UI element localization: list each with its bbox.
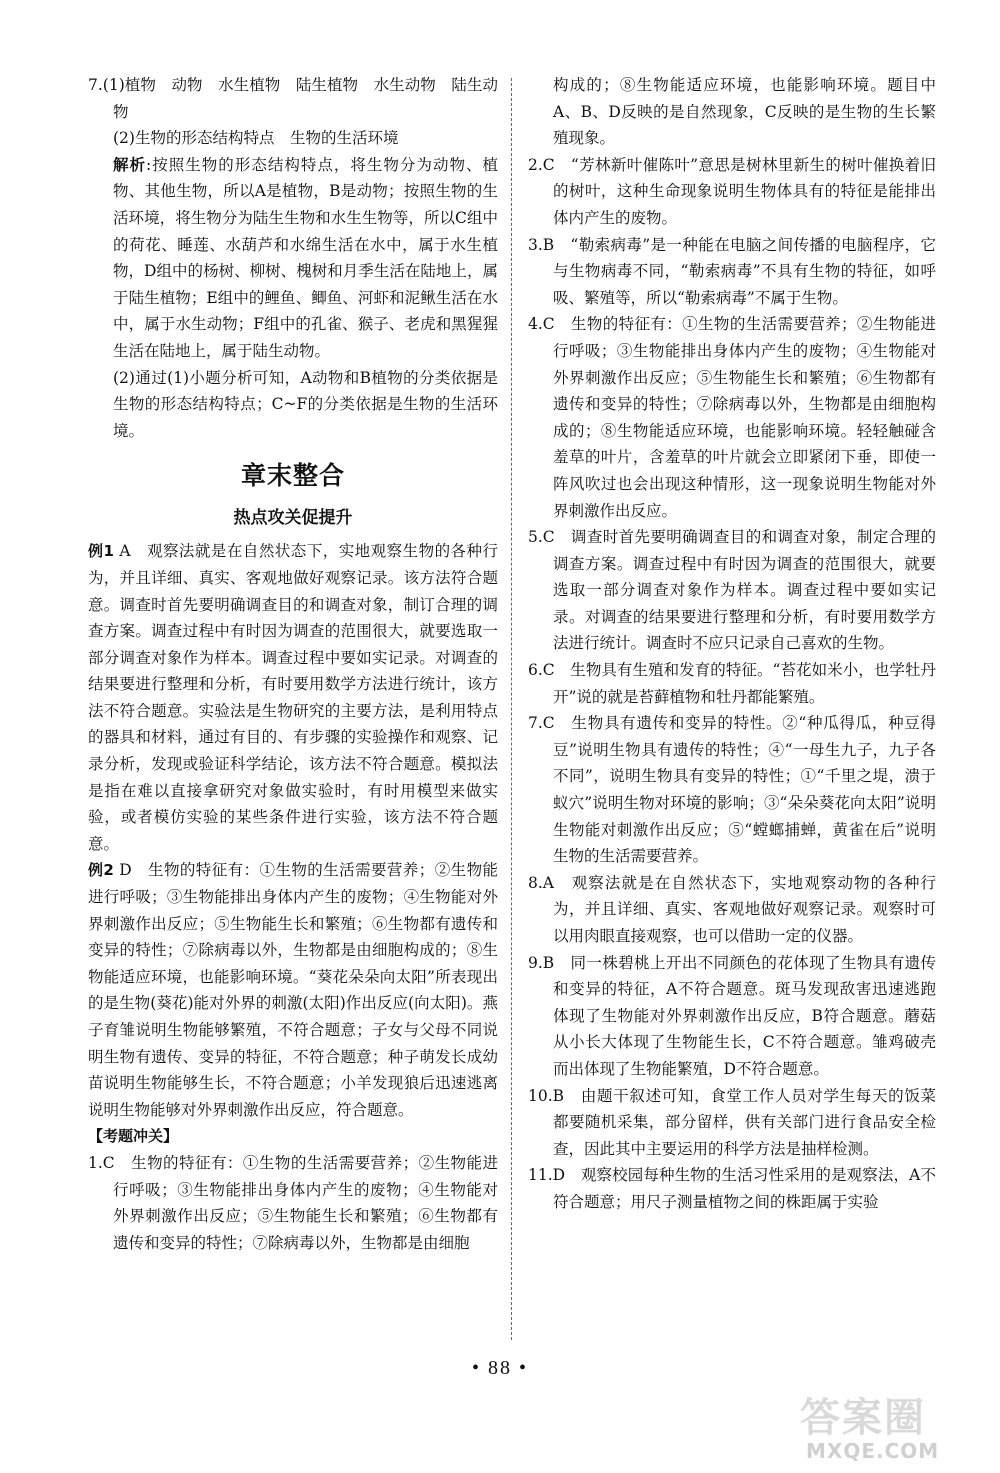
answer-6: 6.C 生物具有生殖和发育的特征。“苔花如米小，也学牡丹开”说的就是苔藓植物和牡丹都能繁殖。 bbox=[528, 661, 936, 706]
right-column bbox=[528, 72, 936, 1216]
watermark-sub: MXQE.COM bbox=[806, 1439, 940, 1463]
answer-9: 9.B 同一株碧桃上开出不同颜色的花体现了生物具有遗传和变异的特征，A不符合题意。斑马发现敌害迅速逃跑体现了生物能对外界刺激作出反应，B符合题意。蘑菇从小长大体现了生物能生长，C不符合题意。雏鸡破壳而出体现了生物能繁殖，D不符合题意。 bbox=[528, 953, 936, 1078]
column-divider bbox=[511, 78, 512, 1340]
watermark-logo bbox=[800, 1396, 990, 1466]
answer-5: 5.C 调查时首先要明确调查目的和调查对象，制定合理的调查方案。调查过程中有时因为调查的范围很大，就要选取一部分调查对象作为样本。调查过程中要如实记录。对调查的结果要进行整理和分析，有时要用数学方法进行统计。调查时不应只记录自己喜欢的生物。 bbox=[528, 528, 936, 653]
watermark-main: 答案圈 bbox=[800, 1395, 926, 1441]
answer-10: 10.B 由题干叙述可知，食堂工作人员对学生每天的饭菜都要随机采集，部分留样，供有关部门进行食品安全检查，因此其中主要运用的科学方法是抽样检测。 bbox=[528, 1086, 936, 1158]
answer-1-continued: 构成的；⑧生物能适应环境，也能影响环境。题目中A、B、D反映的是自然现象，C反映的是生物的生长繁殖现象。 bbox=[553, 76, 936, 148]
q7-answer-line1: 7.(1)植物 动物 水生植物 陆生植物 水生动物 陆生动物 bbox=[88, 76, 498, 121]
q7-analysis bbox=[88, 152, 498, 365]
example-1-label: 例1 bbox=[88, 542, 114, 561]
example-2-text: D 生物的特征有：①生物的生活需要营养；②生物能进行呼吸；③生物能排出身体内产生的废物；④生物能对外界刺激作出反应；⑤生物能生长和繁殖；⑥生物都有遗传和变异的特性；⑦除病毒以外，生物都是由细胞构成的；⑧生物能适应环境，也能影响环境。“葵花朵朵向太阳”所表现出的是生物(葵花)能对外界的刺激(太阳)作出反应(向太阳)。燕子育雏说明生物能够繁殖，不符合题意；子女与父母不同说明生物有遗传、变异的特征，不符合题意；种子萌发长成幼苗说明生物能够生长，不符合题意；小羊发现狼后迅速逃离说明生物能够对外界刺激作出反应，符合题意。 bbox=[88, 861, 499, 1119]
answer-11: 11.D 观察校园每种生物的生活习性采用的是观察法，A不符合题意；用尺子测量植物之间的株距属于实验 bbox=[528, 1166, 936, 1211]
analysis-text: :按照生物的形态结构特点，将生物分为动物、植物、其他生物，所以A是植物，B是动物；按照生物的生活环境，将生物分为陆生生物和水生生物等，所以C组中的荷花、睡莲、水葫芦和水绵生活在水中，属于水生植物，D组中的杨树、柳树、槐树和月季生活在陆地上，属于陆生植物；E组中的鲤鱼、鲫鱼、河虾和泥鳅生活在水中，属于水生动物；F组中的孔雀、猴子、老虎和黑猩猩生活在陆地上，属于陆生动物。 bbox=[113, 155, 498, 360]
q7-answer-line2: (2)生物的形态结构特点 生物的生活环境 bbox=[113, 129, 399, 148]
section-title: 热点攻关促提升 bbox=[233, 508, 353, 529]
chapter-title: 章末整合 bbox=[240, 461, 345, 491]
answer-8: 8.A 观察法就是在自然状态下，实地观察动物的各种行为，并且详细、真实、客观地做好观察记录。观察时可以用肉眼直接观察，也可以借助一定的仪器。 bbox=[528, 873, 936, 945]
example-2-label: 例2 bbox=[88, 861, 114, 880]
page-number: • 88 • bbox=[471, 1357, 528, 1379]
example-2 bbox=[88, 857, 498, 1123]
example-1 bbox=[88, 538, 498, 857]
left-column bbox=[88, 72, 498, 1256]
answer-7: 7.C 生物具有遗传和变异的特性。②“种瓜得瓜，种豆得豆”说明生物具有遗传的特性；④“一母生九子，九子各不同”，说明生物具有变异的特性；①“千里之堤，溃于蚁穴”说明生物对环境的影响；③“朵朵葵花向太阳”说明生物能对刺激作出反应；⑤“螳螂捕蝉，黄雀在后”说明生物的生活需要营养。 bbox=[528, 714, 936, 866]
kaoti-header: 【考题冲关】 bbox=[88, 1127, 179, 1146]
answer-1: 1.C 生物的特征有：①生物的生活需要营养；②生物能进行呼吸；③生物能排出身体内产生的废物；④生物能对外界刺激作出反应；⑤生物能生长和繁殖；⑥生物都有遗传和变异的特性；⑦除病毒以外，生物都是由细胞 bbox=[88, 1153, 498, 1252]
example-1-text: A 观察法就是在自然状态下，实地观察生物的各种行为，并且详细、真实、客观地做好观察记录。该方法符合题意。调查时首先要明确调查目的和调查对象，制订合理的调查方案。调查过程中有时因为调查的范围很大，就要选取一部分调查对象作为样本。调查过程中要如实记录。对调查的结果要进行整理和分析，有时要用数学方法进行统计，该方法不符合题意。实验法是生物研究的主要方法，是利用特点的器具和材料，通过有目的、有步骤的实验操作和观察、记录分析，发现或验证科学结论，该方法不符合题意。模拟法是指在难以直接拿研究对象做实验时，有时用模型来做实验，或者模仿实验的某些条件进行实验，该方法不符合题意。 bbox=[88, 542, 499, 853]
answer-4: 4.C 生物的特征有：①生物的生活需要营养；②生物能进行呼吸；③生物能排出身体内产生的废物；④生物能对外界刺激作出反应；⑤生物能生长和繁殖；⑥生物都有遗传和变异的特性；⑦除病毒以外，生物都是由细胞构成的；⑧生物能适应环境，也能影响环境。轻轻触碰含羞草的叶片，含羞草的叶片就会立即紧闭下垂，即使一阵风吹过也会出现这种情形，这一现象说明生物能对外界刺激作出反应。 bbox=[528, 315, 936, 520]
q7-analysis-2: (2)通过(1)小题分析可知，A动物和B植物的分类依据是生物的形态结构特点；C~F的分类依据是生物的生活环境。 bbox=[113, 368, 498, 440]
answer-2: 2.C “芳林新叶催陈叶”意思是树林里新生的树叶催换着旧的树叶，这种生命现象说明生物体具有的特征是能排出体内产生的废物。 bbox=[528, 155, 936, 227]
answer-3: 3.B “勒索病毒”是一种能在电脑之间传播的电脑程序，它与生物病毒不同，“勒索病毒”不具有生物的特征，如呼吸、繁殖等，所以“勒索病毒”不属于生物。 bbox=[528, 235, 936, 307]
analysis-label: 解析 bbox=[113, 154, 147, 174]
